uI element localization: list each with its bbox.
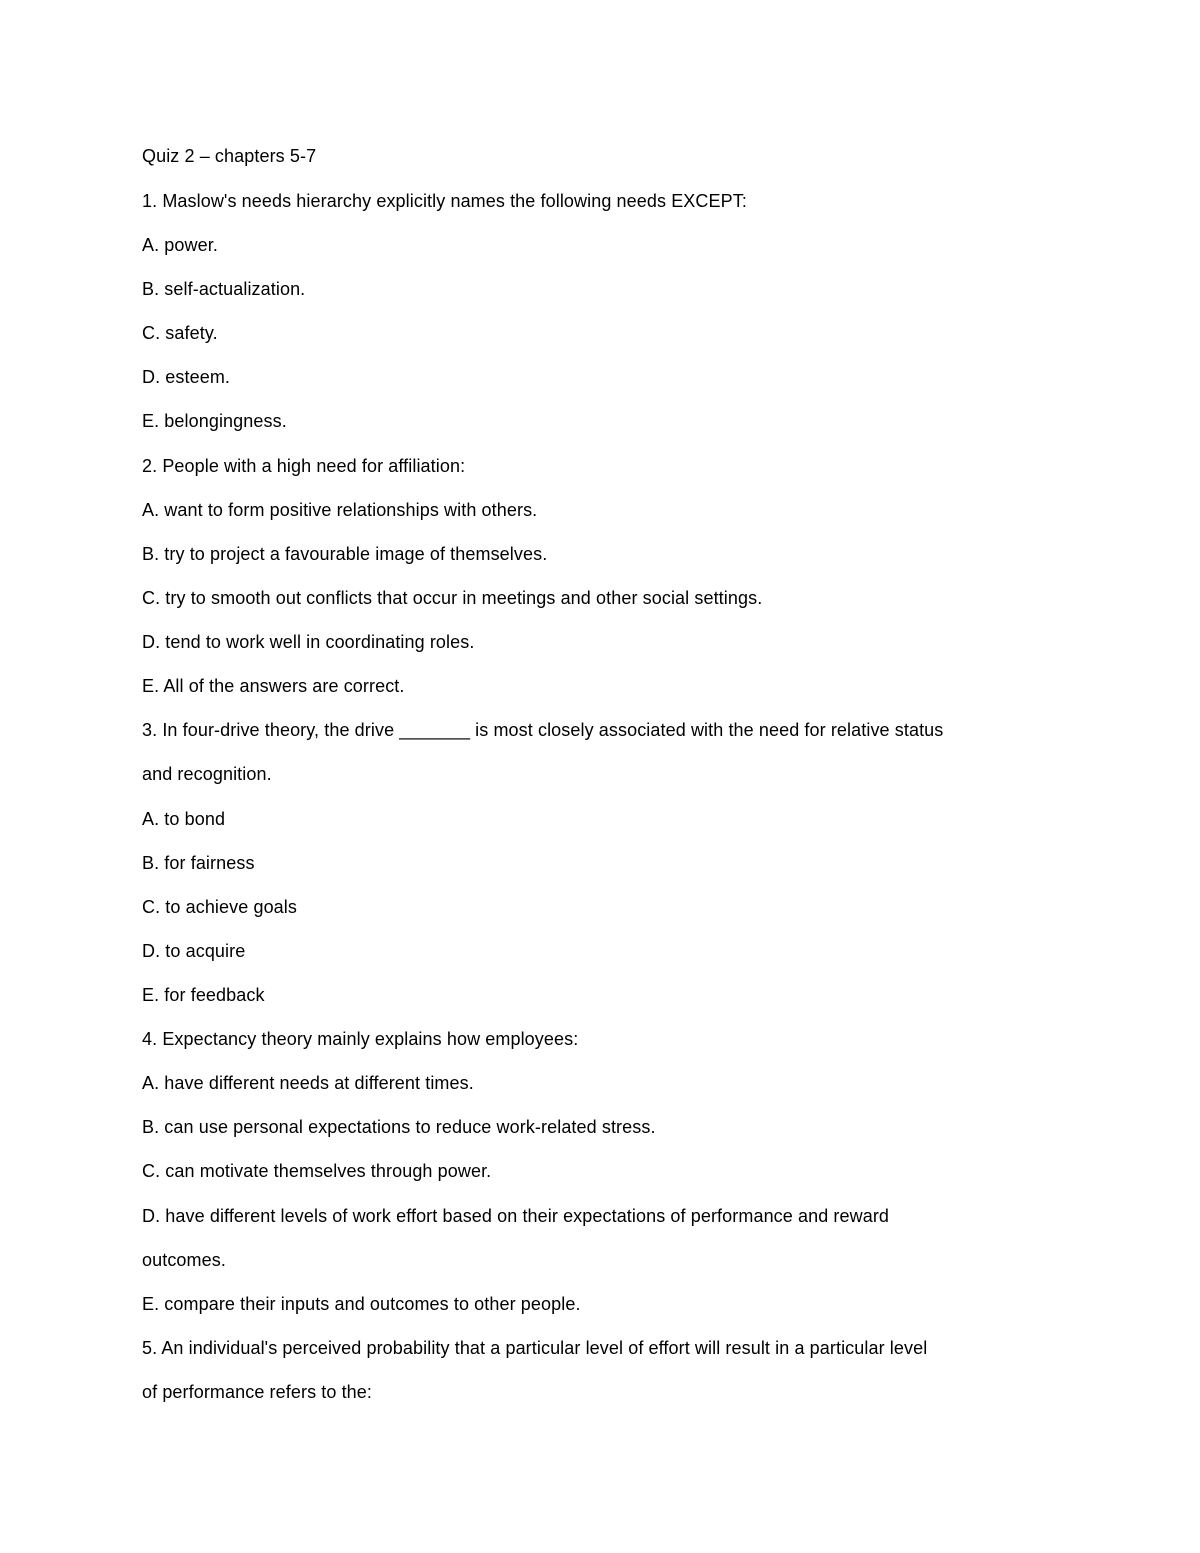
question-3-option-b: B. for fairness	[142, 853, 255, 873]
question-1-option-c: C. safety.	[142, 323, 218, 343]
question-2-stem: 2. People with a high need for affiliation:	[142, 456, 466, 476]
question-1-option-a: A. power.	[142, 235, 218, 255]
question-5-stem-line-2: of performance refers to the:	[142, 1382, 373, 1402]
question-2-option-b: B. try to project a favourable image of themselves.	[142, 544, 548, 564]
question-2-option-d: D. tend to work well in coordinating roles.	[142, 632, 475, 652]
question-4-option-d-line-1: D. have different levels of work effort based on their expectations of performance and reward	[142, 1206, 890, 1226]
question-4-option-a: A. have different needs at different times.	[142, 1073, 474, 1093]
question-4-option-d-line-2: outcomes.	[142, 1250, 226, 1270]
question-3-option-d: D. to acquire	[142, 941, 246, 961]
question-4-stem: 4. Expectancy theory mainly explains how employees:	[142, 1029, 579, 1049]
question-4-option-c: C. can motivate themselves through power.	[142, 1161, 492, 1181]
question-3-stem-line-2: and recognition.	[142, 764, 272, 784]
question-2-option-e: E. All of the answers are correct.	[142, 676, 405, 696]
question-4-option-e: E. compare their inputs and outcomes to other people.	[142, 1294, 581, 1314]
question-3-stem-line-1: 3. In four-drive theory, the drive _______ is most closely associated with the need for relative status	[142, 720, 944, 740]
question-3-option-e: E. for feedback	[142, 985, 265, 1005]
question-1-option-e: E. belongingness.	[142, 411, 287, 431]
question-1-option-b: B. self-actualization.	[142, 279, 306, 299]
question-3-option-a: A. to bond	[142, 809, 226, 829]
question-1-stem: 1. Maslow's needs hierarchy explicitly names the following needs EXCEPT:	[142, 191, 747, 211]
question-3-option-c: C. to achieve goals	[142, 897, 297, 917]
question-2-option-c: C. try to smooth out conflicts that occur in meetings and other social settings.	[142, 588, 763, 608]
question-4-option-b: B. can use personal expectations to reduce work-related stress.	[142, 1117, 656, 1137]
question-5-stem-line-1: 5. An individual's perceived probability that a particular level of effort will result in a particular level	[142, 1338, 928, 1358]
question-1-option-d: D. esteem.	[142, 367, 231, 387]
quiz-title: Quiz 2 – chapters 5-7	[142, 146, 317, 166]
question-2-option-a: A. want to form positive relationships with others.	[142, 500, 538, 520]
